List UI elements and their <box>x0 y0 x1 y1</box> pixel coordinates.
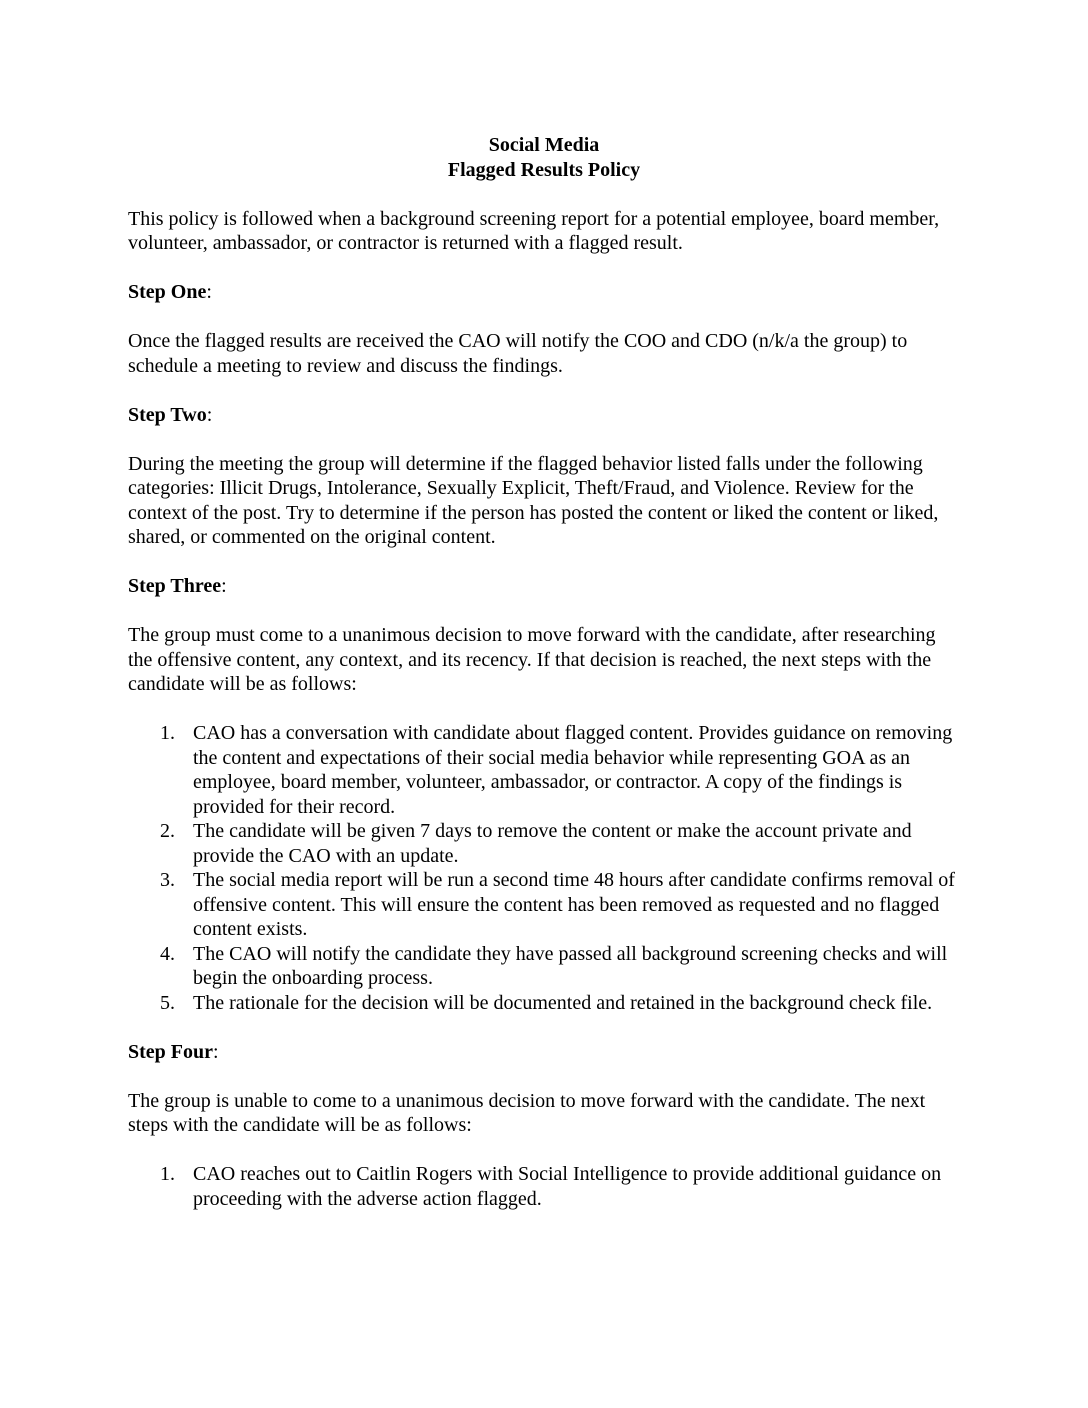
list-item: The candidate will be given 7 days to remove the content or make the account private and provide the CAO with an update. <box>193 820 912 867</box>
step-three-paragraph: The group must come to a unanimous decision to move forward with the candidate, after researching the offensive content, any context, and its recency. If that decision is reached, the next steps with the candidate will be as follows: <box>128 624 936 695</box>
step-one-heading <box>128 280 960 305</box>
step-two-label: Step Two <box>128 403 207 426</box>
list-item: The CAO will notify the candidate they have passed all background screening checks and will begin the onboarding process. <box>193 942 948 989</box>
list-item: CAO has a conversation with candidate about flagged content. Provides guidance on removing the content and expectations of their social media behavior while representing GOA as an employee, board member, volunteer, ambassador, or contractor. A copy of the findings is provided for their record. <box>193 722 953 818</box>
step-four-heading <box>128 1040 960 1065</box>
step-four-list <box>128 1162 960 1211</box>
list-item: The social media report will be run a second time 48 hours after candidate confirms removal of offensive content. This will ensure the content has been removed as requested and no flagged content exists. <box>193 869 955 940</box>
step-one-label: Step One <box>128 281 207 303</box>
document-content <box>128 133 960 1236</box>
list-item: CAO reaches out to Caitlin Rogers with Social Intelligence to provide additional guidance on proceeding with the adverse action flagged. <box>193 1163 942 1210</box>
step-three-list <box>128 721 960 1015</box>
step-three-label: Step Three <box>128 575 222 597</box>
intro-paragraph: This policy is followed when a background screening report for a potential employee, board member, volunteer, ambassador, or contractor is returned with a flagged result. <box>128 207 940 254</box>
step-three-colon: : <box>221 575 227 597</box>
step-two-paragraph: During the meeting the group will determine if the flagged behavior listed falls under the following categories: Illicit Drugs, Intolerance, Sexually Explicit, Theft/Fraud, and Violence. Review for the context of the post. Try to determine if the person has posted the content or liked the content or liked, shared, or commented on the original content. <box>128 452 939 548</box>
step-four-paragraph: The group is unable to come to a unanimous decision to move forward with the candidate. The next steps with the candidate will be as follows: <box>128 1089 926 1136</box>
step-one-paragraph: Once the flagged results are received the CAO will notify the COO and CDO (n/k/a the group) to schedule a meeting to review and discuss the findings. <box>128 330 908 377</box>
step-one-colon: : <box>206 281 212 303</box>
step-two-colon: : <box>206 403 213 426</box>
document-title <box>128 133 960 182</box>
list-item: The rationale for the decision will be documented and retained in the background check file. <box>193 991 933 1014</box>
step-two-heading <box>128 403 960 428</box>
title-line-2: Flagged Results Policy <box>447 158 641 181</box>
step-three-heading <box>128 574 960 599</box>
title-line-1: Social Media <box>488 134 600 156</box>
step-four-colon: : <box>213 1040 219 1063</box>
step-four-label: Step Four <box>128 1040 213 1063</box>
